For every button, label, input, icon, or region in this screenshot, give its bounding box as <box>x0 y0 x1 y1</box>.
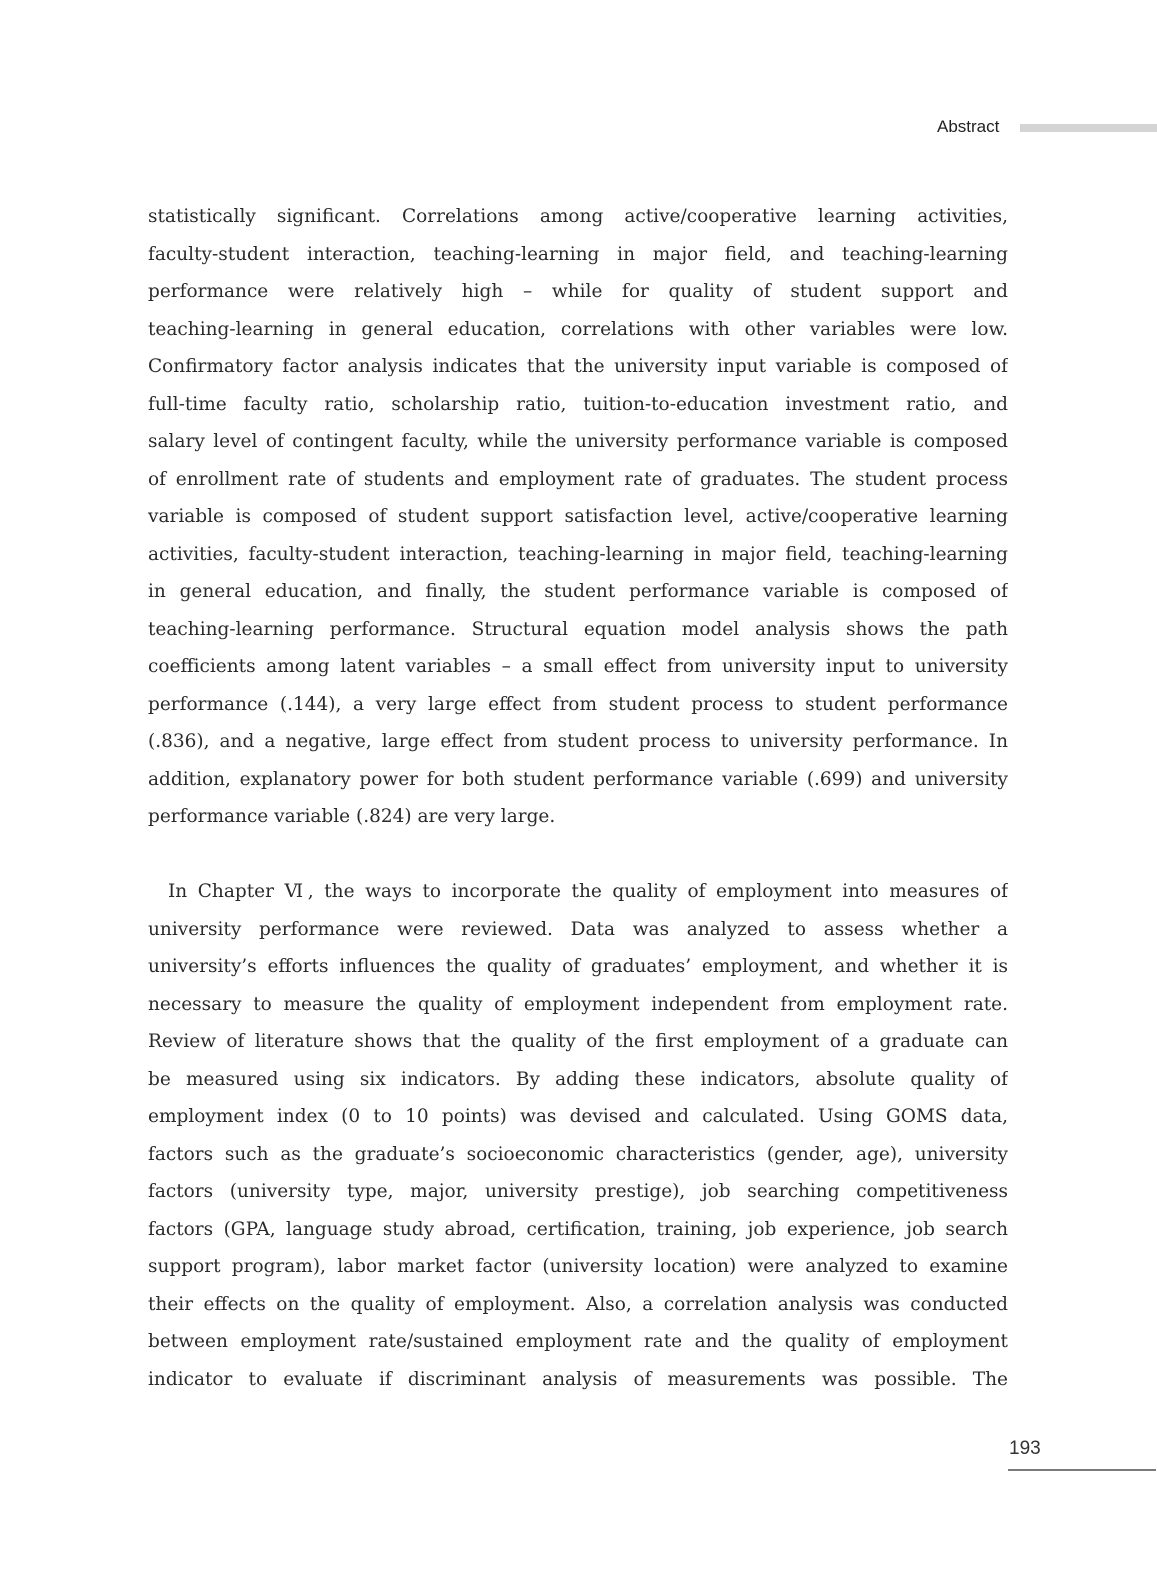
text-line: be measured using six indicators. By adding these indicators, absolute quality of <box>148 1068 1008 1090</box>
text-line: their effects on the quality of employment. Also, a correlation analysis was conducted <box>148 1293 1008 1315</box>
page-number-rule <box>1008 1469 1156 1471</box>
text-line: teaching-learning in general education, correlations with other variables were low. <box>148 318 1008 340</box>
text-line: indicator to evaluate if discriminant analysis of measurements was possible. The <box>148 1368 1008 1390</box>
paragraph-gap <box>148 836 1008 874</box>
text-line: salary level of contingent faculty, while the university performance variable is composed <box>148 431 1008 452</box>
text-line: performance variable (.824) are very large. <box>148 806 556 827</box>
paragraph-1 <box>148 198 1008 836</box>
text-line: in general education, and finally, the student performance variable is composed of <box>148 581 1008 602</box>
paragraph-2 <box>148 873 1008 1398</box>
text-line: necessary to measure the quality of employment independent from employment rate. <box>148 993 1008 1015</box>
text-line: performance were relatively high – while for quality of student support and <box>148 281 1008 302</box>
text-line: statistically significant. Correlations among active/cooperative learning activities, <box>148 206 1008 227</box>
text-line: (.836), and a negative, large effect from student process to university performance. In <box>148 731 1008 752</box>
text-line: university performance were reviewed. Data was analyzed to assess whether a <box>148 918 1008 940</box>
text-line: teaching-learning performance. Structural equation model analysis shows the path <box>148 618 1008 640</box>
text-line: factors such as the graduate’s socioeconomic characteristics (gender, age), university <box>148 1143 1008 1165</box>
header-decorative-bar <box>1020 124 1157 132</box>
text-line: factors (university type, major, university prestige), job searching competitiveness <box>148 1181 1008 1202</box>
text-line: university’s efforts influences the quality of graduates’ employment, and whether it is <box>148 956 1008 977</box>
text-line: activities, faculty-student interaction, teaching-learning in major field, teaching-learning <box>148 543 1008 565</box>
text-line: In Chapter Ⅵ, the ways to incorporate the quality of employment into measures of <box>168 881 1008 902</box>
body-text <box>148 198 1008 1398</box>
text-line: support program), labor market factor (university location) were analyzed to examine <box>148 1256 1008 1277</box>
text-line: faculty-student interaction, teaching-learning in major field, and teaching-learning <box>148 243 1008 265</box>
text-line: of enrollment rate of students and employment rate of graduates. The student process <box>148 468 1008 490</box>
text-line: addition, explanatory power for both student performance variable (.699) and university <box>148 768 1008 790</box>
running-header-label: Abstract <box>937 117 1000 136</box>
text-line: employment index (0 to 10 points) was devised and calculated. Using GOMS data, <box>148 1106 1008 1127</box>
text-line: between employment rate/sustained employment rate and the quality of employment <box>148 1331 1008 1352</box>
text-line: variable is composed of student support satisfaction level, active/cooperative learning <box>148 506 1008 527</box>
text-line: coefficients among latent variables – a small effect from university input to university <box>148 656 1008 677</box>
text-line: Confirmatory factor analysis indicates that the university input variable is composed of <box>148 356 1008 377</box>
text-line: full-time faculty ratio, scholarship ratio, tuition-to-education investment ratio, and <box>148 393 1008 415</box>
text-line: performance (.144), a very large effect from student process to student performance <box>148 693 1008 715</box>
text-line: factors (GPA, language study abroad, certification, training, job experience, job search <box>148 1218 1008 1240</box>
page-number: 193 <box>1009 1438 1041 1459</box>
text-line: Review of literature shows that the quality of the first employment of a graduate can <box>148 1031 1008 1052</box>
